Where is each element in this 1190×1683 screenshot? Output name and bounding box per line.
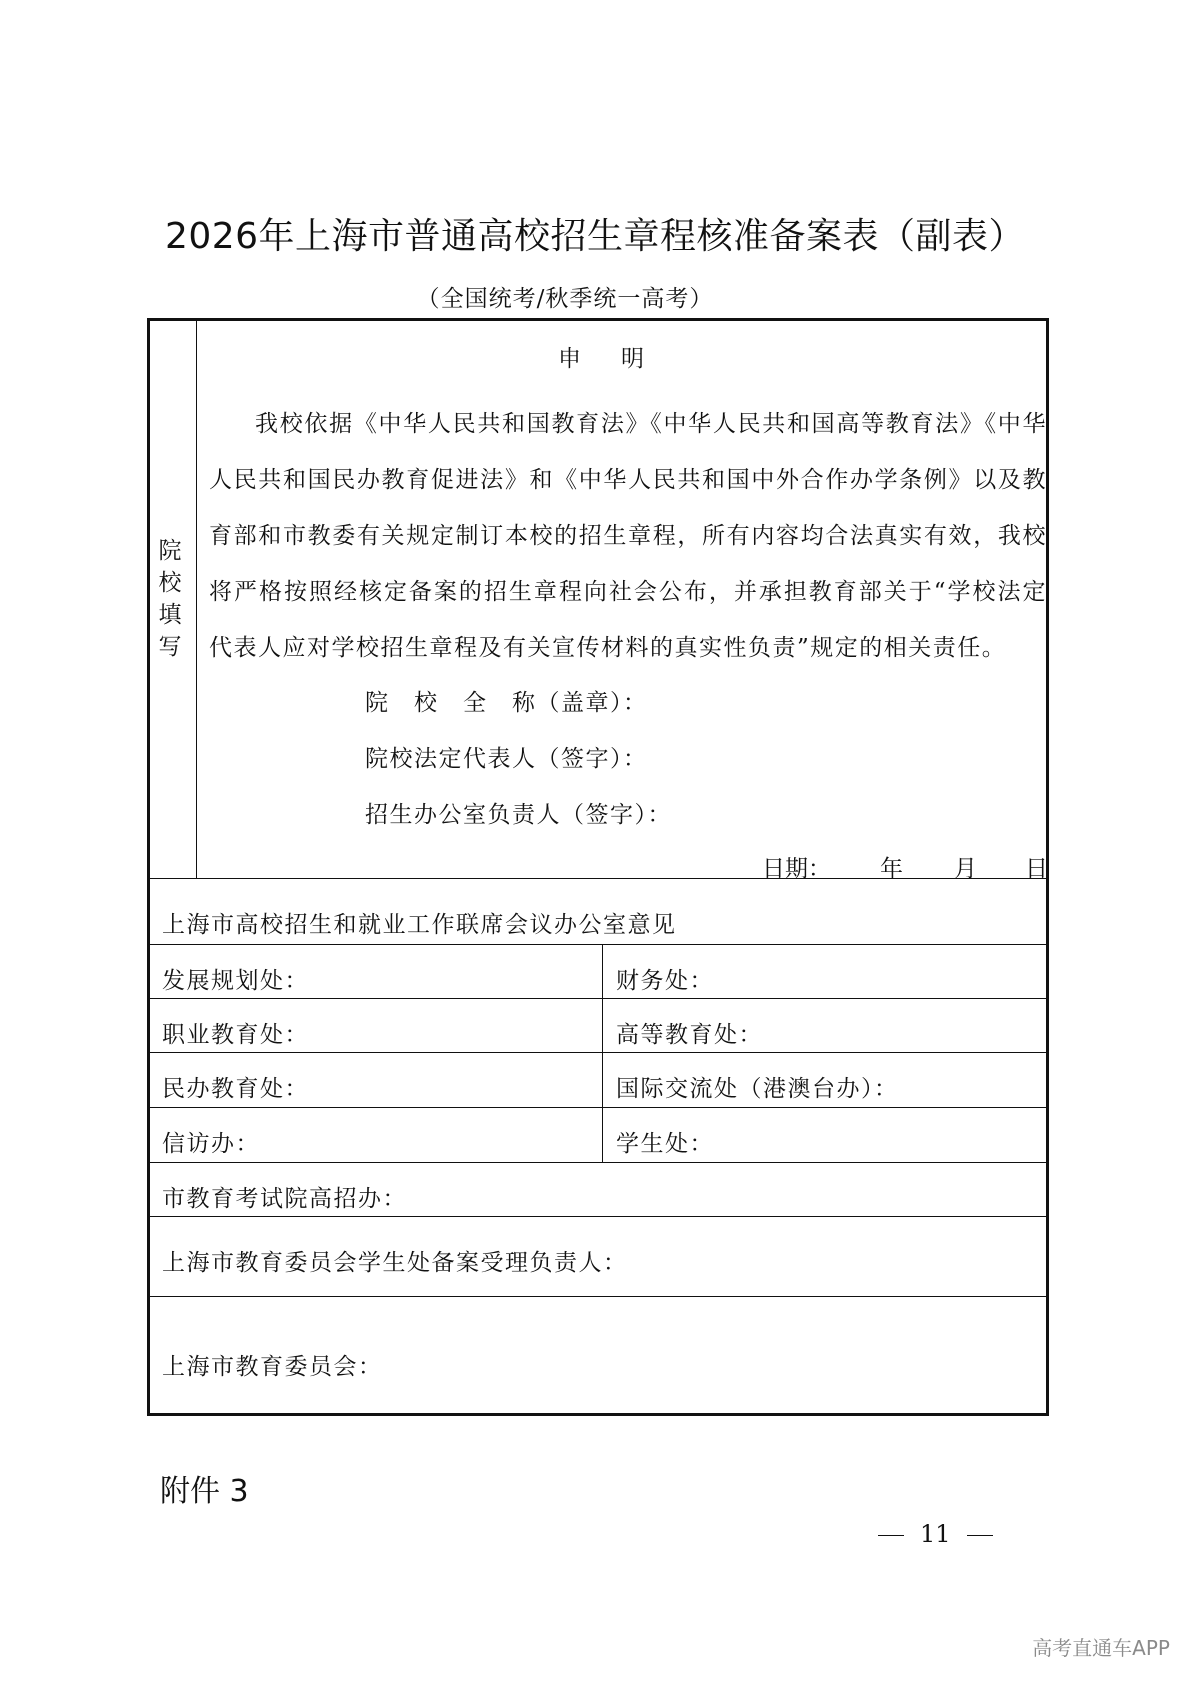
school-fill-side-label: 院 校 填 写: [158, 538, 182, 660]
date-label: 日期：: [762, 856, 831, 882]
education-commission-field[interactable]: 上海市教育委员会：: [162, 1354, 383, 1380]
student-office-filing-head-field[interactable]: 上海市教育委员会学生处备案受理负责人：: [162, 1250, 628, 1276]
row-divider: [149, 1107, 1047, 1108]
document-subtitle: （全国统考/秋季统一高考）: [416, 286, 714, 312]
international-exchange-division-field[interactable]: 国际交流处（港澳台办）：: [616, 1076, 899, 1102]
private-education-division-field[interactable]: 民办教育处：: [162, 1076, 309, 1102]
school-fullname-seal-field[interactable]: 院 校 全 称（盖章）：: [365, 690, 648, 716]
planning-division-field[interactable]: 发展规划处：: [162, 968, 309, 994]
date-month-field[interactable]: 月: [954, 856, 977, 882]
document-title: 2026年上海市普通高校招生章程核准备案表（副表）: [164, 216, 1026, 257]
legal-representative-signature-field[interactable]: 院校法定代表人（签字）：: [365, 746, 648, 772]
row-divider: [149, 944, 1047, 945]
declaration-heading: 申明: [558, 346, 684, 372]
row-divider: [149, 878, 1047, 879]
attachment-label: 附件 3: [160, 1474, 249, 1509]
date-day-field[interactable]: 日: [1025, 856, 1048, 882]
column-divider: [602, 944, 603, 1162]
finance-division-field[interactable]: 财务处：: [616, 968, 714, 994]
row-divider: [149, 1052, 1047, 1053]
dash-icon: [967, 1535, 993, 1536]
row-divider: [149, 1296, 1047, 1297]
side-column-divider: [196, 320, 197, 878]
student-affairs-division-field[interactable]: 学生处：: [616, 1131, 714, 1157]
row-divider: [149, 1162, 1047, 1163]
dash-icon: [878, 1535, 904, 1536]
watermark: 高考直通车APP: [1032, 1636, 1170, 1660]
petition-office-field[interactable]: 信访办：: [162, 1131, 260, 1157]
page-number: 11: [862, 1520, 1009, 1548]
row-divider: [149, 998, 1047, 999]
date-year-field[interactable]: 年: [880, 856, 903, 882]
higher-education-division-field[interactable]: 高等教育处：: [616, 1022, 763, 1048]
row-divider: [149, 1216, 1047, 1217]
declaration-body: 我校依据《中华人民共和国教育法》《中华人民共和国高等教育法》《中华人民共和国民办教育促进法》和《中华人民共和国中外合作办学条例》以及教育部和市教委有关规定制订本校的招生章程，所有内容均合法真实有效，我校将严格按照经核定备案的招生章程向社会公布，并承担教育部关于“学校法定代表人应对学校招生章程及有关宣传材料的真实性负责”规定的相关责任。: [209, 411, 1047, 661]
joint-office-opinion-header: 上海市高校招生和就业工作联席会议办公室意见: [162, 912, 677, 938]
vocational-education-division-field[interactable]: 职业教育处：: [162, 1022, 309, 1048]
exam-institute-admissions-field[interactable]: 市教育考试院高招办：: [162, 1186, 407, 1212]
admissions-office-head-signature-field[interactable]: 招生办公室负责人（签字）：: [365, 802, 672, 828]
